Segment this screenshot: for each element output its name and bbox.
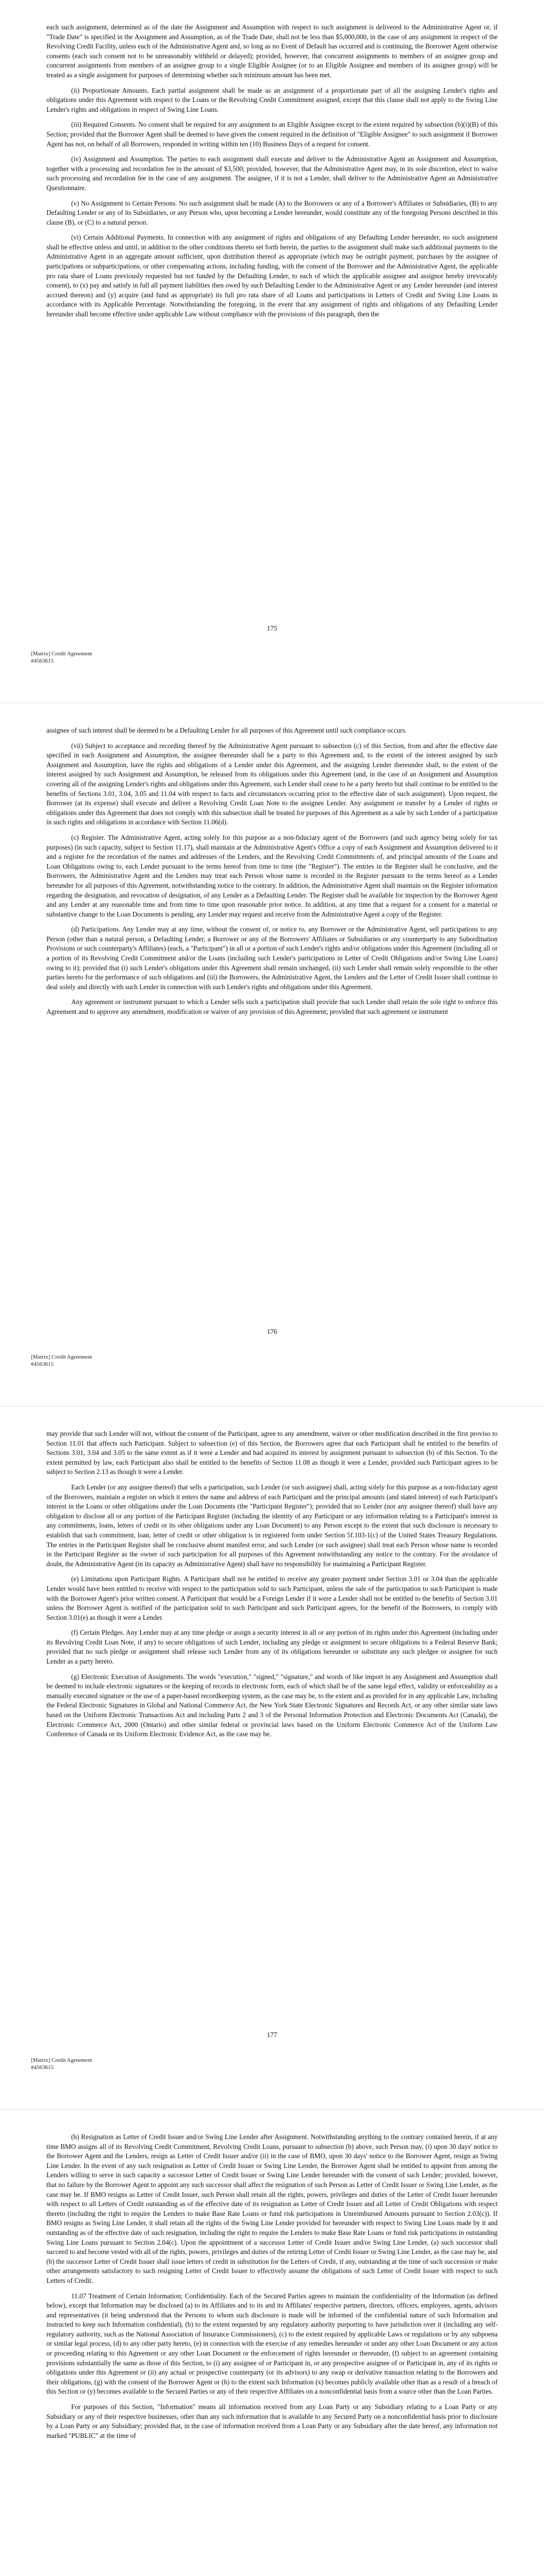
paragraph: Each Lender (or any assignee thereof) that sells a participation, such Lender (or such assignee) shall, acting solely for this purpose as a non-fiduciary agent of the Borrowers, maintain a register on which it enters the name and address of each Participant and the principal amounts (and stated interest) of each Participant's interest in the Loans or other obligations under the Loan Documents (the "Participant Register"); provided that no Lender (nor any assignee thereof) shall have any obligation to disclose all or any portion of the Participant Register (including the identity of any Participant or any information relating to a Participant's interest in any commitments, loans, letters of credit or its other obligations under any Loan Document) to any Person except to the extent that such disclosure is necessary to establish that such commitment, loan, letter of credit or other obligation is in registered form under Section 5f.103-1(c) of the United States Treasury Regulations. The entries in the Participant Register shall be conclusive absent manifest error, and such Lender (or such assignee) shall treat each Person whose name is recorded in the Participant Register as the owner of such participation for all purposes of this Agreement notwithstanding any notice to the contrary. For the avoidance of doubt, the Administrative Agent (in its capacity as Administrative Agent) shall have no responsibility for maintaining a Participant Register. <box>46 1483 498 1568</box>
page-4 <box>0 2110 544 2576</box>
page-footer <box>31 1353 92 1368</box>
page-2 <box>0 703 544 1406</box>
footer-title: [Matrix] Credit Agreement <box>31 2057 92 2063</box>
paragraph: assignee of such interest shall be deemed to be a Defaulting Lender for all purposes of this Agreement until such compliance occurs. <box>46 726 407 734</box>
footer-title: [Matrix] Credit Agreement <box>31 1354 92 1360</box>
footer-doc-id: #4563615 <box>31 1361 54 1367</box>
paragraph: (ii) Proportionate Amounts. Each partial assignment shall be made as an assignment of a proportionate part of all the assigning Lender's rights and obligations under this Agreement with respect to the Loans or the Revolving Credit Commitment assigned, except that this clause shall not apply to the Swing Line Lender's rights and obligations in respect of Swing Line Loans. <box>46 86 498 113</box>
footer-doc-id: #4563615 <box>31 658 54 664</box>
page-3 <box>0 1406 544 2110</box>
page-footer <box>31 2057 92 2071</box>
footer-title: [Matrix] Credit Agreement <box>31 651 92 657</box>
paragraph: (d) Participations. Any Lender may at any time, without the consent of, or notice to, any Borrower or the Administrative Agent, sell participations to any Person (other than a natural person, a Defaulting Lender, a Borrower or any of the Borrowers' Affiliates or Subsidiaries or any counterparty to any Subordination Provisions or such counterparty's Affiliates) (each, a "Participant") in all or a portion of such Lender's rights and/or obligations under this Agreement (including all or a portion of its Revolving Credit Commitment and/or the Loans (including such Lender's participations in Letter of Credit Obligations and/or Swing Line Loans) owing to it); provided that (i) such Lender's obligations under this Agreement shall remain unchanged, (ii) such Lender shall remain solely responsible to the other parties hereto for the performance of such obligations and (iii) the Borrowers, the Administrative Agent, the Lenders and the Letter of Credit Issuer shall continue to deal solely and directly with such Lender in connection with such Lender's rights and obligations under this Agreement. <box>46 925 498 991</box>
paragraph: (e) Limitations upon Participant Rights. A Participant shall not be entitled to receive any greater payment under Section 3.01 or 3.04 than the applicable Lender would have been entitled to receive with respect to the participation sold to such Participant, unless the sale of the participation to such Participant is made with the Borrower Agent's prior written consent. A Participant that would be a Foreign Lender if it were a Lender shall not be entitled to the benefits of Section 3.01 unless the Borrower Agent is notified of the participation sold to such Participant and such Participant agrees, for the benefit of the Borrowers, to comply with Section 3.01(e) as though it were a Lender. <box>46 1575 498 1621</box>
paragraph: may provide that such Lender will not, without the consent of the Participant, agree to any amendment, waiver or other modification described in the first proviso to Section 11.01 that affects such Participant. Subject to subsection (e) of this Section, the Borrowers agree that each Participant shall be entitled to the benefits of Sections 3.01, 3.04 and 3.05 to the same extent as if it were a Lender and had acquired its interest by assignment pursuant to subsection (b) of this Section. To the extent permitted by law, each Participant also shall be entitled to the benefits of Section 11.08 as though it were a Lender, provided such Participant agrees to be subject to Section 2.13 as though it were a Lender. <box>46 1430 498 1476</box>
page-number: 175 <box>267 624 277 632</box>
page-number: 177 <box>267 2031 277 2039</box>
paragraph: (iii) Required Consents. No consent shall be required for any assignment to an Eligible Assignee except to the extent required by subsection (b)(i)(B) of this Section; provided that the Borrower Agent shall be deemed to have given the consent required in the definition of "Eligible Assignee" to such assignment if Borrower Agent has not, on behalf of all Borrowers, responded in writing within ten (10) Business Days of a request for consent. <box>46 121 498 148</box>
page-1 <box>0 0 544 703</box>
paragraph: Any agreement or instrument pursuant to which a Lender sells such a participation shall provide that such Lender shall retain the sole right to enforce this Agreement and to approve any amendment, modification or waiver of any provision of this Agreement; provided that such agreement or instrument <box>46 998 498 1016</box>
paragraph: (h) Resignation as Letter of Credit Issuer and/or Swing Line Lender after Assignment. Notwithstanding anything to the contrary contained herein, if at any time BMO assigns all of its Revolving Credit Commitment, Revolving Credit Loans, pursuant to subsection (b) above, such Person may, (i) upon 30 days' notice to the Borrower Agent and the Lenders, resign as Letter of Credit Issuer and/or (ii) in the case of BMO, upon 30 days' notice to the Borrower Agent, resign as Swing Line Lender. In the event of any such resignation as Letter of Credit Issuer or Swing Line Lender, the Borrower Agent shall be entitled to appoint from among the Lenders willing to serve in such capacity a successor Letter of Credit Issuer or Swing Line Lender hereunder with the consent of such Lender; provided, however, that no failure by the Borrower Agent to appoint any such successor shall affect the resignation of such Person as Letter of Credit Issuer or Swing Line Lender, as the case may be. If BMO resigns as Letter of Credit Issuer, such Person shall retain all the rights, powers, privileges and duties of the Letter of Credit Issuer hereunder with respect to all Letters of Credit outstanding as of the effective date of its resignation as Letter of Credit Issuer and all Letter of Credit Obligations with respect thereto (including the right to require the Lenders to make Base Rate Loans or fund risk participations in Unreimbursed Amounts pursuant to Section 2.03(c)). If BMO resigns as Swing Line Lender, it shall retain all the rights of the Swing Line Lender provided for hereunder with respect to Swing Line Loans made by it and outstanding as of the effective date of such resignation, including the right to require the Lenders to make Base Rate Loans or fund risk participations in outstanding Swing Line Loans pursuant to Section 2.04(c). Upon the appointment of a successor Letter of Credit Issuer and/or Swing Line Lender, (a) such successor shall succeed to and become vested with all of the rights, powers, privileges and duties of the retiring Letter of Credit Issuer or Swing Line Lender, as the case may be, and (b) the successor Letter of Credit Issuer shall issue letters of credit in substitution for the Letters of Credit, if any, outstanding at the time of such succession or make other arrangements satisfactory to such resigning Letter of Credit Issuer to effectively assume the obligations of such Letter of Credit Issuer with respect to such Letters of Credit. <box>46 2133 498 2284</box>
paragraph: (vi) Certain Additional Payments. In connection with any assignment of rights and obligations of any Defaulting Lender hereunder, no such assignment shall be effective unless and until, in addition to the other conditions thereto set forth herein, the parties to the assignment shall make such additional payments to the Administrative Agent in an aggregate amount sufficient, upon distribution thereof as appropriate (which may be outright payment, purchases by the assignee of participations or subparticipations, or other compensating actions, including funding, with the consent of the Borrower and the Administrative Agent, the applicable pro rata share of Loans previously requested but not funded by the Defaulting Lender, to each of which the applicable assignee and assignor hereby irrevocably consent), to (x) pay and satisfy in full all payment liabilities then owed by such Defaulting Lender to the Administrative Agent or any Lender hereunder (and interest accrued thereon) and (y) acquire (and fund as appropriate) its full pro rata share of all Loans and participations in Letters of Credit and Swing Line Loans in accordance with its Applicable Percentage. Notwithstanding the foregoing, in the event that any assignment of rights and obligations of any Defaulting Lender hereunder shall become effective under applicable Law without compliance with the provisions of this paragraph, then the <box>46 233 498 318</box>
paragraph: each such assignment, determined as of the date the Assignment and Assumption with respect to such assignment is delivered to the Administrative Agent or, if "Trade Date" is specified in the Assignment and Assumption, as of the Trade Date, shall not be less than $5,000,000, in the case of any assignment in respect of the Revolving Credit Facility, unless each of the Administrative Agent and, so long as no Event of Default has occurred and is continuing, the Borrower Agent otherwise consents (each such consent not to be unreasonably withheld or delayed); provided, however, that concurrent assignments to members of an assignee group and concurrent assignments from members of an assignee group to a single Eligible Assignee (or to an Eligible Assignee and members of its assignee group) will be treated as a single assignment for purposes of determining whether such minimum amount has been met. <box>46 23 498 79</box>
paragraph: (v) No Assignment to Certain Persons. No such assignment shall be made (A) to the Borrowers or any of a Borrower's Affiliates or Subsidiaries, (B) to any Defaulting Lender or any of its Subsidiaries, or any Person who, upon becoming a Lender hereunder, would constitute any of the foregoing Persons described in this clause (B), or (C) to a natural person. <box>46 199 498 226</box>
footer-doc-id: #4563615 <box>31 2064 54 2071</box>
paragraph: (iv) Assignment and Assumption. The parties to each assignment shall execute and deliver to the Administrative Agent an Assignment and Assumption, together with a processing and recordation fee in the amount of $3,500; provided, however, that the Administrative Agent may, in its sole discretion, elect to waive such processing and recordation fee in the case of any assignment. The assignee, if it is not a Lender, shall deliver to the Administrative Agent an Administrative Questionnaire. <box>46 155 498 192</box>
paragraph: (g) Electronic Execution of Assignments. The words "execution," "signed," "signature," and words of like import in any Assignment and Assumption shall be deemed to include electronic signatures or the keeping of records in electronic form, each of which shall be of the same legal effect, validity or enforceability as a manually executed signature or the use of a paper-based recordkeeping system, as the case may be, to the extent and as provided for in any applicable Law, including the Federal Electronic Signatures in Global and National Commerce Act, the New York State Electronic Signatures and Records Act, or any other similar state laws based on the Uniform Electronic Transactions Act and including Parts 2 and 3 of the Personal Information Protection and Electronic Documents Act (Canada), the Electronic Commerce Act, 2000 (Ontario) and other similar federal or provincial laws based on the Uniform Electronic Commerce Act of the Uniform Law Conference of Canada or its Uniform Electronic Evidence Act, as the case may be. <box>46 1672 498 1738</box>
page-number: 176 <box>267 1328 277 1335</box>
paragraph: (f) Certain Pledges. Any Lender may at any time pledge or assign a security interest in all or any portion of its rights under this Agreement (including under its Revolving Credit Loan Note, if any) to secure obligations of such Lender, including any pledge or assignment to secure obligations to a Federal Reserve Bank; provided that no such pledge or assignment shall release such Lender from any of its obligations hereunder or substitute any such pledgee or assignee for such Lender as a party hereto. <box>46 1629 498 1666</box>
paragraph: (c) Register. The Administrative Agent, acting solely for this purpose as a non-fiduciary agent of the Borrowers (and such agency being solely for tax purposes) (in such capacity, subject to Section 11.17), shall maintain at the Administrative Agent's Office a copy of each Assignment and Assumption delivered to it and a register for the recordation of the names and addresses of the Lenders, and the Revolving Credit Commitments of, and principal amounts of the Loans and Loan Obligations owing to, each Lender pursuant to the terms hereof from time to time (the "Register"). The entries in the Register shall be conclusive, and the Borrowers, the Administrative Agent and the Lenders may treat each Person whose name is recorded in the Register pursuant to the terms hereof as a Lender hereunder for all purposes of this Agreement, notwithstanding notice to the contrary. In addition, the Administrative Agent shall maintain on the Register information regarding the designation, and revocation of designation, of any Lender as a Defaulting Lender. The Register shall be available for inspection by the Borrower Agent and any Lender at any reasonable time and from time to time upon reasonable prior notice. In addition, at any time that a request for a consent for a material or substantive change to the Loan Documents is pending, any Lender may request and receive from the Administrative Agent a copy of the Register. <box>46 833 498 918</box>
paragraph: (vii) Subject to acceptance and recording thereof by the Administrative Agent pursuant to subsection (c) of this Section, from and after the effective date specified in each Assignment and Assumption, the assignee thereunder shall be a party to this Agreement and, to the extent of the interest assigned by such Assignment and Assumption, have the rights and obligations of a Lender under this Agreement, and the assigning Lender thereunder shall, to the extent of the interest assigned by such Assignment and Assumption, be released from its obligations under this Agreement (and, in the case of an Assignment and Assumption covering all of the assigning Lender's rights and obligations under this Agreement, such Lender shall cease to be a party hereto but shall continue to be entitled to the benefits of Sections 3.01, 3.04, 3.05 and 11.04 with respect to facts and circumstances occurring prior to the effective date of such assignment). Upon request, the Borrower (at its expense) shall execute and deliver a Revolving Credit Loan Note to the assignee Lender. Any assignment or transfer by a Lender of rights or obligations under this Agreement that does not comply with this subsection shall be treated for purposes of this Agreement as a sale by such Lender of a participation in such rights and obligations in accordance with Section 11.06(d). <box>46 741 498 826</box>
paragraph: For purposes of this Section, "Information" means all information received from any Loan Party or any Subsidiary relating to a Loan Party or any Subsidiary or any of their respective businesses, other than any such information that is available to any Secured Party on a nonconfidential basis prior to disclosure by a Loan Party or any Subsidiary; provided that, in the case of information received from a Loan Party or any Subsidiary after the date hereof, any information not marked "PUBLIC" at the time of <box>46 2403 498 2439</box>
page-footer <box>31 650 92 665</box>
section-paragraph: 11.07 Treatment of Certain Information; Confidentiality. Each of the Secured Parties agrees to maintain the confidentiality of the Information (as defined below), except that Information may be disclosed (a) to its Affiliates and to its and its Affiliates' respective partners, directors, officers, employees, agents, advisors and representatives (it being understood that the Persons to whom such disclosure is made will be informed of the confidential nature of such Information and instructed to keep such Information confidential), (b) to the extent requested by any regulatory authority purporting to have jurisdiction over it (including any self-regulatory authority, such as the National Association of Insurance Commissioners), (c) to the extent required by applicable Laws or regulations or by any subpoena or similar legal process, (d) to any other party hereto, (e) in connection with the exercise of any remedies hereunder or under any other Loan Document or any action or proceeding relating to this Agreement or any other Loan Document or the enforcement of rights hereunder or thereunder, (f) subject to an agreement containing provisions substantially the same as those of this Section, to (i) any assignee of or Participant in, or any prospective assignee of or Participant in, any of its rights or obligations under this Agreement or (ii) any actual or prospective counterparty (or its advisors) to any swap or derivative transaction relating to the Borrowers and their obligations, (g) with the consent of the Borrower Agent or (h) to the extent such Information (x) becomes publicly available other than as a result of a breach of this Section or (y) becomes available to the Secured Parties or any of their respective Affiliates on a nonconfidential basis from a source other than the Loan Parties. <box>46 2292 498 2396</box>
